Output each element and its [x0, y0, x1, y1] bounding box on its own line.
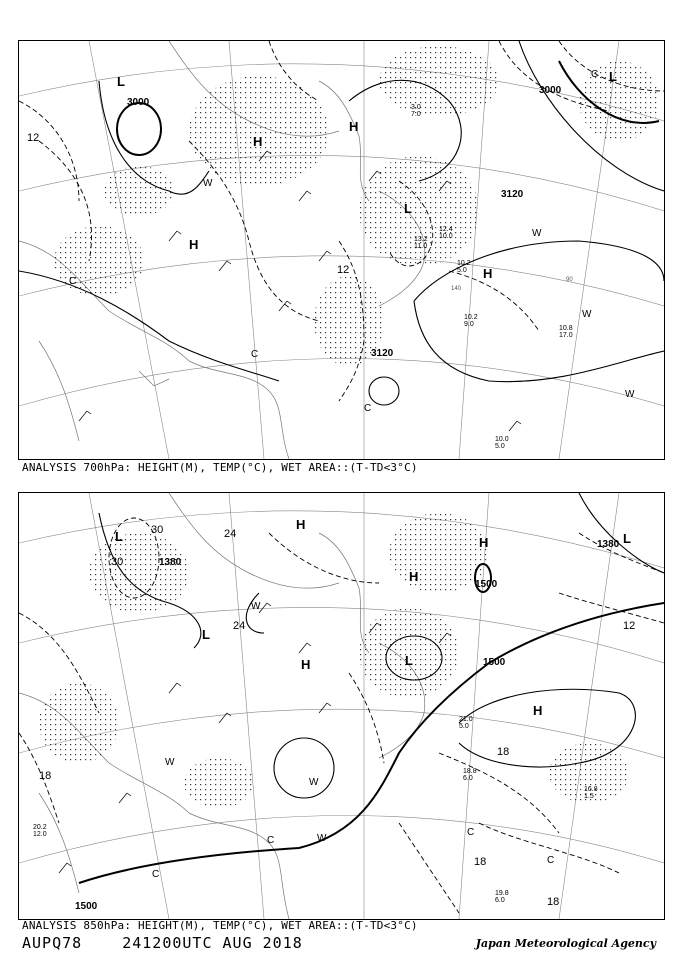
station-temp: 21.0	[459, 716, 473, 723]
cold-symbol: C	[251, 349, 259, 360]
high-symbol: H	[189, 237, 199, 252]
height-label: 3120	[501, 189, 524, 200]
station-dewpoint: 6.0	[495, 897, 505, 904]
high-symbol: H	[296, 517, 306, 532]
wet-areas	[54, 46, 659, 366]
chart-datetime: 241200UTC AUG 2018	[122, 934, 303, 952]
cold-symbol: C	[152, 869, 160, 880]
station-dewpoint: 5.0	[457, 267, 467, 274]
height-label: 1380	[159, 557, 182, 568]
station-temp: 10.0	[495, 436, 509, 443]
station-dewpoint: 1.5	[584, 793, 594, 800]
warm-symbol: W	[251, 601, 261, 612]
station-dewpoint: 5.0	[495, 443, 505, 450]
warm-symbol: W	[203, 178, 213, 189]
temp-label: 18	[547, 896, 560, 908]
warm-symbol: W	[317, 833, 327, 844]
height-label: 3000	[127, 97, 150, 108]
temp-label: 24	[224, 528, 237, 540]
station-dewpoint: 17.0	[559, 332, 573, 339]
station-dewpoint: 11.0	[414, 243, 428, 250]
cold-symbol: C	[467, 827, 475, 838]
low-symbol: L	[202, 627, 210, 642]
temp-label: 12	[337, 264, 350, 276]
station-temp: 10.2	[464, 314, 478, 321]
station-temp: 3.0	[411, 104, 421, 111]
warm-symbol: W	[165, 757, 175, 768]
warm-symbol: W	[532, 228, 542, 239]
map-svg-850hpa	[19, 493, 664, 919]
map-svg-700hpa	[19, 41, 664, 459]
station-temp: 20.2	[33, 824, 47, 831]
high-symbol: H	[409, 569, 419, 584]
temp-label: 30	[151, 524, 164, 536]
caption-850hpa: ANALYSIS 850hPa: HEIGHT(M), TEMP(°C), WET AREA::(T-TD<3°C)	[22, 919, 418, 932]
high-symbol: H	[533, 703, 543, 718]
cold-symbol: C	[547, 855, 555, 866]
low-symbol: L	[117, 74, 125, 89]
station-dewpoint: 6.0	[463, 775, 473, 782]
height-label: 1380	[597, 539, 620, 550]
high-symbol: H	[479, 535, 489, 550]
grid-label: 90	[566, 277, 573, 283]
high-symbol: H	[301, 657, 311, 672]
chart-footer	[22, 934, 333, 952]
map-panel-700hpa	[18, 40, 665, 460]
height-contours	[79, 564, 664, 883]
high-symbol: H	[253, 134, 263, 149]
height-label: 3120	[371, 348, 394, 359]
low-symbol: L	[405, 653, 413, 668]
temp-label: 18	[39, 770, 52, 782]
cold-symbol: C	[69, 276, 77, 287]
cold-symbol: C	[267, 835, 275, 846]
temp-label: 18	[497, 746, 510, 758]
station-temp: 13.2	[414, 236, 428, 243]
low-symbol: L	[623, 531, 631, 546]
chart-code: AUPQ78	[22, 934, 83, 952]
station-dewpoint: 9.0	[464, 321, 474, 328]
station-dewpoint: 5.0	[459, 723, 469, 730]
warm-symbol: W	[582, 309, 592, 320]
station-dewpoint: 12.0	[33, 831, 47, 838]
high-symbol: H	[483, 266, 493, 281]
temp-label: 12	[623, 620, 636, 632]
station-temp: 18.8	[463, 768, 477, 775]
height-label: 3000	[539, 85, 562, 96]
station-temp: 10.8	[559, 325, 573, 332]
station-temp: 16.8	[584, 786, 598, 793]
cold-symbol: C	[364, 403, 372, 414]
station-dewpoint: 7.0	[411, 111, 421, 118]
cold-symbol: C	[591, 69, 599, 80]
height-label: 1500	[483, 657, 506, 668]
temp-label: 30	[111, 556, 124, 568]
station-temp: 12.4	[439, 226, 453, 233]
station-temp: 10.2	[457, 260, 471, 267]
low-symbol: L	[609, 69, 617, 84]
station-dewpoint: 10.0	[439, 233, 453, 240]
height-label: 1500	[75, 901, 98, 912]
high-symbol: H	[349, 119, 359, 134]
map-panel-850hpa	[18, 492, 665, 920]
low-symbol: L	[115, 529, 123, 544]
agency-name: Japan Meteorological Agency	[475, 937, 656, 950]
height-label: 1500	[475, 579, 498, 590]
low-symbol: L	[404, 201, 412, 216]
grid-label: 140	[451, 286, 462, 292]
warm-symbol: W	[625, 389, 635, 400]
temp-label: 24	[233, 620, 246, 632]
temp-label: 18	[474, 856, 487, 868]
warm-symbol: W	[309, 777, 319, 788]
temp-label: 12	[27, 132, 40, 144]
caption-700hpa: ANALYSIS 700hPa: HEIGHT(M), TEMP(°C), WET AREA::(T-TD<3°C)	[22, 461, 418, 474]
station-temp: 19.8	[495, 890, 509, 897]
